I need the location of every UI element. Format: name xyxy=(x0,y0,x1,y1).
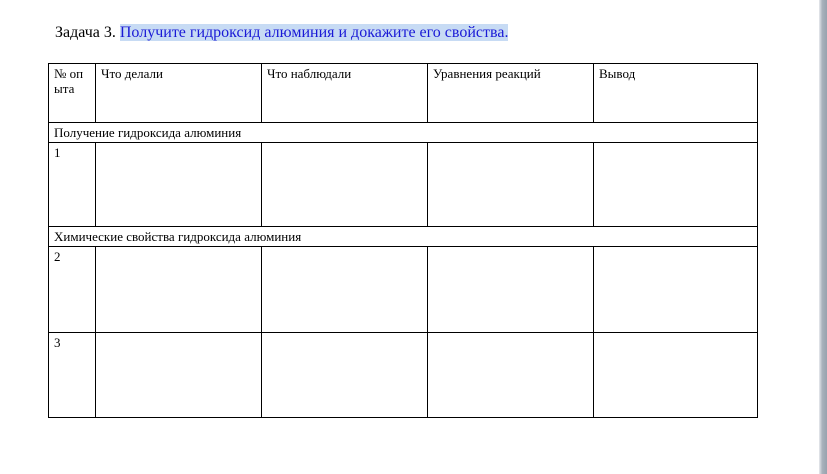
reaction-equations-cell[interactable] xyxy=(428,333,594,418)
conclusion-cell[interactable] xyxy=(594,247,758,333)
what-observed-cell[interactable] xyxy=(262,143,428,227)
header-cell-what-did: Что делали xyxy=(96,64,262,123)
header-cell-experiment-number xyxy=(49,64,96,123)
what-did-cell[interactable] xyxy=(96,143,262,227)
section-title-obtaining: Получение гидроксида алюминия xyxy=(49,123,758,143)
what-did-cell[interactable] xyxy=(96,333,262,418)
table-row-3 xyxy=(49,333,758,418)
table-header-row xyxy=(49,64,758,123)
header-cell-what-observed: Что наблюдали xyxy=(262,64,428,123)
lab-report-table xyxy=(48,63,758,418)
reaction-equations-cell[interactable] xyxy=(428,143,594,227)
what-observed-cell[interactable] xyxy=(262,333,428,418)
task-title xyxy=(55,24,508,42)
table-row-2 xyxy=(49,247,758,333)
section-row-obtaining xyxy=(49,123,758,143)
table-row-1 xyxy=(49,143,758,227)
header-cell-conclusion: Вывод xyxy=(594,64,758,123)
task-title-prefix: Задача 3. xyxy=(55,24,120,41)
section-title-chemical-properties: Химические свойства гидроксида алюминия xyxy=(49,227,758,247)
experiment-number-cell[interactable]: 3 xyxy=(49,333,96,418)
reaction-equations-cell[interactable] xyxy=(428,247,594,333)
what-observed-cell[interactable] xyxy=(262,247,428,333)
header-label-experiment-number: № опыта xyxy=(54,66,84,96)
header-cell-reaction-equations: Уравнения реакций xyxy=(428,64,594,123)
experiment-number-cell[interactable]: 2 xyxy=(49,247,96,333)
section-row-chemical-properties xyxy=(49,227,758,247)
what-did-cell[interactable] xyxy=(96,247,262,333)
conclusion-cell[interactable] xyxy=(594,333,758,418)
task-title-highlighted-text: Получите гидроксид алюминия и докажите его свойства. xyxy=(119,24,509,41)
scrollbar[interactable] xyxy=(819,0,827,474)
conclusion-cell[interactable] xyxy=(594,143,758,227)
experiment-number-cell[interactable]: 1 xyxy=(49,143,96,227)
